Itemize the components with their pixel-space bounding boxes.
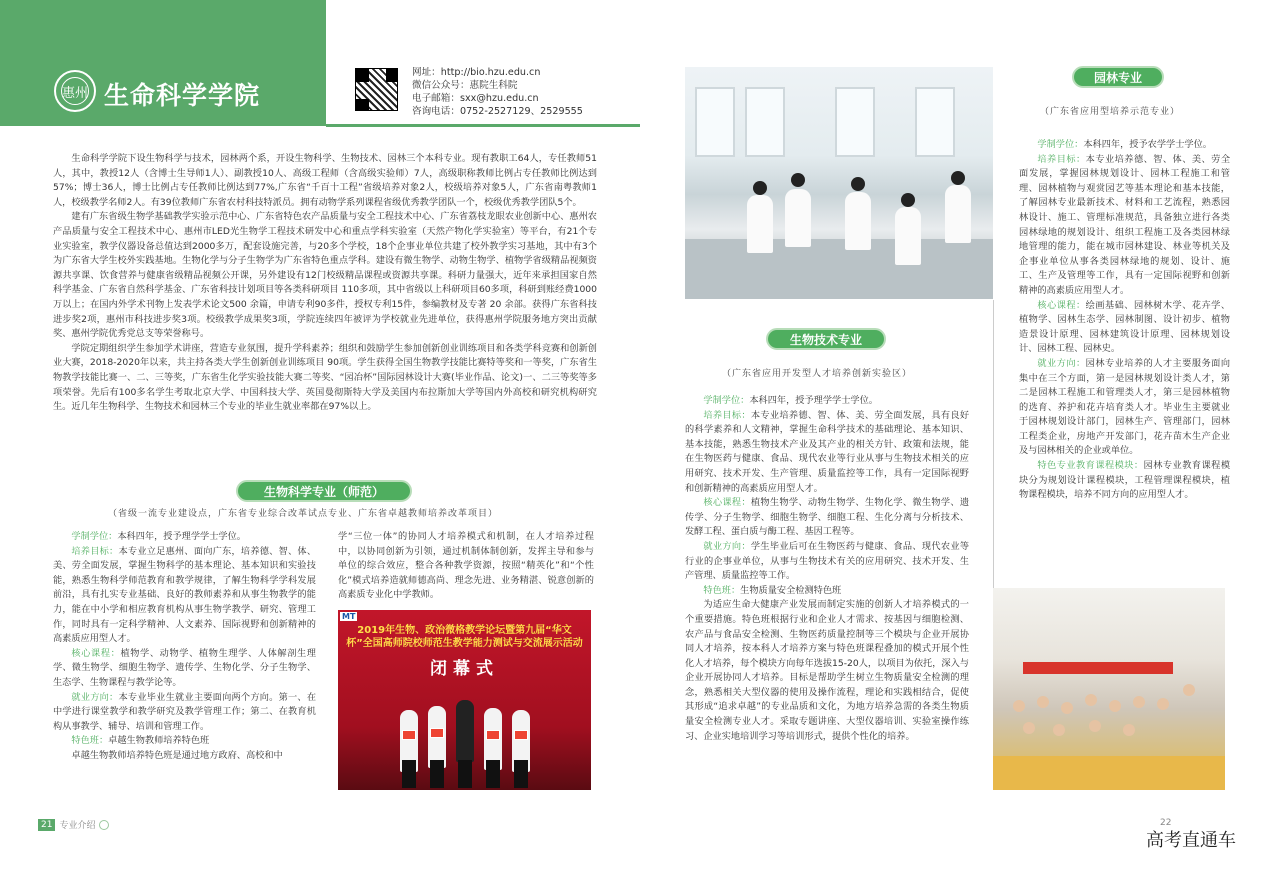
event-logo: MT <box>342 612 356 621</box>
page-number-right: 22 <box>1160 818 1172 828</box>
bio-degree: 学制学位：本科四年，授予理学学士学位。 <box>71 531 246 542</box>
phone-line: 咨询电话：0752-2527129、2529555 <box>412 106 583 117</box>
landscape-note: （广东省应用型培养示范专业） <box>1040 107 1181 117</box>
bio-courses: 核心课程：植物学、动物学、植物生理学、人体解剖生理学、微生物学、细胞生物学、遗传学、生物化学、分子生物学、生态学、生物课程与教学论等。 <box>53 647 316 688</box>
landscape-goal: 培养目标：本专业培养德、智、体、美、劳全面发展，掌握园林规划设计、园林工程施工和管理、园林植物与观赏园艺等基本理论和基本技能，了解园林专业最新技术、材料和工艺流程，熟悉园林设计、施工、管理标准规范，具备独立进行各类园林绿地的规划设计、组织工程施工及各类园林绿地管理的能力，能在城市园林建设、林业等机关及企事业单位从事各类园林绿地的规划、设计、施工、生产及管理等工作，具有一定国际视野和创新精神的高素质应用型人才。 <box>1019 153 1231 296</box>
college-title: 生命科学学院 <box>104 81 261 110</box>
bio-career: 就业方向：本专业毕业生就业主要面向两个方向。第一、在中学进行课堂教学和教学研究及教学管理工作；第二、在教育机构从事教学、辅导、培训和管理工作。 <box>53 691 317 732</box>
biotech-special-class: 特色班：生物质量安全检测特色班 <box>703 584 842 596</box>
header-band <box>0 0 326 126</box>
ceremony-photo <box>338 610 591 790</box>
qr-code-icon <box>355 68 398 111</box>
intro-paragraph: 学院定期组织学生参加学术讲座，营造专业氛围，提升学科素养；组织和鼓励学生参加创新创业训练项目和各类学科竞赛和创新创业大赛，2018-2020年以来，共主持各类大学生创新创业训练项目 90项。学生获得全国生物教学技能比赛特等奖和一等奖，广东省生物教学技能比赛一、二、三等奖，广东省生化学实验技能大赛二等奖、“园冶杯”国际园林设计大赛(毕业作品、论文)一、二三等奖等多项荣誉。先后有100多名学生考取北京大学、中国科技大学、英国曼彻斯特大学及美国内布拉斯加大学等国内外高校和研究机构研究生。近几年生物科学、生物技术和园林三个专业的毕业生就业率都在97%以上。 <box>53 342 597 413</box>
biotech-courses: 核心课程：植物生物学、动物生物学、生物化学、微生物学、遗传学、分子生物学、细胞生物学、细胞工程、生化分离与分析技术、发酵工程、蛋白质与酶工程、基因工程等。 <box>685 497 970 538</box>
ceremony-subhead: 闭幕式 <box>430 659 499 679</box>
bio-science-col1 <box>53 530 316 764</box>
bio-special-desc-cont: 学“三位一体”的协同人才培养模式和机制，在人才培养过程中，以协同创新为引领，通过机制体制创新，发挥主导和参与单位的综合效应，整合各种教学资源，按照“精英化”和“个性化”模式培养造就师德高尚、理念先进、业务精湛、锐意创新的高素质专业化中学教师。 <box>338 531 594 601</box>
email-line: 电子邮箱：sxx@hzu.edu.cn <box>412 93 539 104</box>
biotech-title: 生物技术专业 <box>766 328 886 350</box>
watermark: 高考直通车 <box>1146 830 1236 851</box>
landscape-courses: 核心课程：绘画基础、园林树木学、花卉学、植物学、园林生态学、园林制图、设计初步、植物造景设计原理、园林建筑设计原理、园林规划设计、园林工程、园林史。 <box>1019 299 1231 355</box>
biotech-text <box>685 394 969 744</box>
landscape-degree: 学制学位：本科四年，授予农学学士学位。 <box>1037 139 1212 150</box>
footer-left <box>38 818 109 831</box>
biotech-degree: 学制学位：本科四年，授予理学学士学位。 <box>703 395 878 406</box>
bio-science-col2 <box>338 530 594 603</box>
college-intro <box>53 152 597 415</box>
class-photo <box>993 588 1225 790</box>
column-divider <box>993 300 994 588</box>
landscape-text <box>1019 138 1230 503</box>
bio-science-title: 生物科学专业（师范） <box>236 480 412 502</box>
landscape-modules: 特色专业教育课程模块：园林专业教育课程模块分为规划设计课程模块，工程管理课程模块，植物课程模块，培养不同方向的应用型人才。 <box>1019 460 1231 501</box>
biotech-special-desc: 为适应生命大健康产业发展而制定实施的创新人才培养模式的一个重要措施。特色班根据行业和企业人才需求、按基因与细胞检测、农产品与食品安全检测、生物医药质量控制等三个模块与企业开展协同人才培养，按本科人才培养方案与特色班课程叠加的模式开展个性化人才培养，每个模块方向每年选拔15-20人，以项目为依托，深入与企业开展协同人才培养。目标是帮助学生树立生物质量安全检测的理念，熟悉相关大型仪器的使用及操作流程，理论和实践相结合，促使其形成“追求卓越”的专业品质和文化，为地方培养急需的各类生物质量安全检测专业人才。采取专题讲座、大型仪器培训、实验室操作练习、企业实地培训学习等培训形式，提供个性化的培养。 <box>685 599 969 742</box>
intro-paragraph: 建有广东省级生物学基础教学实验示范中心、广东省特色农产品质量与安全工程技术中心、广东省荔枝龙眼农业创新中心、惠州农产品质量与安全工程技术中心、惠州市LED光生物学工程技术研发中心和重点学科实验室（天然产物化学实验室）等平台，有21个专业实验室，教学仪器设备总值达到2000多万，配套设施完善，与20多个学校，18个企事业单位共建了校外教学实习基地，其中有3个为广东省大学生校外实践基地。生物化学与分子生物学为广东省特色重点学科。建设有微生物学、动物生物学、植物学省级精品视频资源共享课、饮食营养与健康省级精品视频公开课，另外建设有12门校级精品课程或资源共享课。科研力量强大，近年来承担国家自然科学基金、广东省自然科学基金、广东省科技计划项目等各类科研项目 110多项，其中省级以上科研项目60多项，科研到账经费1000万以上；在国内外学术刊物上发表学术论文500 余篇，申请专利90多件，授权专利15件，参编教材及专著 20 余部。获得广东省科技进步奖2项，惠州市科技进步奖3项。校级教学成果奖3项，学院连续四年被评为学校就业先进单位，获得惠州学院服务地方突出贡献奖、惠州学院优秀党总支等荣誉称号。 <box>53 211 597 340</box>
wechat-line: 微信公众号：惠院生科院 <box>412 80 518 91</box>
intro-paragraph: 生命科学学院下设生物科学与技术，园林两个系，开设生物科学、生物技术、园林三个本科专业。现有教职工64人，专任教师51人，其中，教授12人（含博士生导师1人）、副教授10人、高级工程师（含高级实验师）7人，高级职称教师比例占专任教师比例达到57%；博士36人，博士比例占专任教师比例达到77%,广东省“千百十工程”省级培养对象2人，校级培养对象5人，广东省南粤教师1人，校级教学名师2人。有39位教师广东省农村科技特派员。拥有动物学系列课程省级优秀教学团队一个，校级优秀教学团队5个。 <box>53 153 597 208</box>
lab-photo <box>685 67 993 299</box>
bio-special-class: 特色班：卓越生物教师培养特色班 <box>71 735 210 747</box>
header-divider <box>326 124 640 127</box>
footer-section: 专业介绍 <box>59 821 96 831</box>
bio-science-note: （省级一流专业建设点，广东省专业综合改革试点专业、广东省卓越教师培养改革项目） <box>108 509 499 519</box>
bio-special-desc: 卓越生物教师培养特色班是通过地方政府、高校和中 <box>71 749 283 761</box>
biotech-goal: 培养目标：本专业培养德、智、体、美、劳全面发展，具有良好的科学素养和人文精神，掌握生命科学技术的基础理论、基本知识、基本技能，熟悉生物技术产业及其产业的相关方针、政策和法规，能在生物医药与健康、食品、现代农业等行业从事与生物技术相关的应用研究、技术开发、生产管理、质量监控等工作，具有一定国际视野和创新精神的高素质应用型人才。 <box>685 409 970 494</box>
page-number-left: 21 <box>38 819 55 831</box>
leaf-icon <box>99 820 109 830</box>
bio-goal: 培养目标：本专业立足惠州、面向广东，培养德、智、体、美、劳全面发展，掌握生物科学的基本理论、基本知识和实验技能，熟悉生物科学师范教育和教学规律，了解生物科学学科发展前沿，具有扎实专业基础、良好的教师素养和从事生物教学的能力，能在中小学和相应教育机构从事生物学教学、研究、管理工作，同时具有一定科学精神、人文素养、国际视野和创新精神的高素质应用型人才。 <box>53 545 317 645</box>
biotech-note: （广东省应用开发型人才培养创新实验区） <box>722 369 913 379</box>
website-line: 网址：http://bio.hzu.edu.cn <box>412 67 541 78</box>
ceremony-headline: 2019年生物、政治微格教学论坛暨第九届“华文杯”全国高师院校师范生教学能力测试与交流展示活动 <box>346 625 583 649</box>
landscape-title: 园林专业 <box>1072 66 1164 88</box>
university-logo: 惠州 <box>54 70 96 112</box>
contact-info <box>412 66 583 118</box>
landscape-career: 就业方向：园林专业培养的人才主要服务面向集中在三个方面，第一是园林规划设计类人才，第二是园林工程施工和管理类人才，第三是园林植物的选育、养护和花卉培育类人才。毕业生主要就业于园林规划设计部门，园林生产、管理部门，园林工程类企业，房地产开发部门，花卉苗木生产企业及与园林相关的企业或单位。 <box>1019 357 1231 457</box>
biotech-career: 就业方向：学生毕业后可在生物医药与健康、食品、现代农业等行业的企事业单位，从事与生物技术有关的应用研究、技术开发、生产管理、质量监控等工作。 <box>685 540 970 582</box>
